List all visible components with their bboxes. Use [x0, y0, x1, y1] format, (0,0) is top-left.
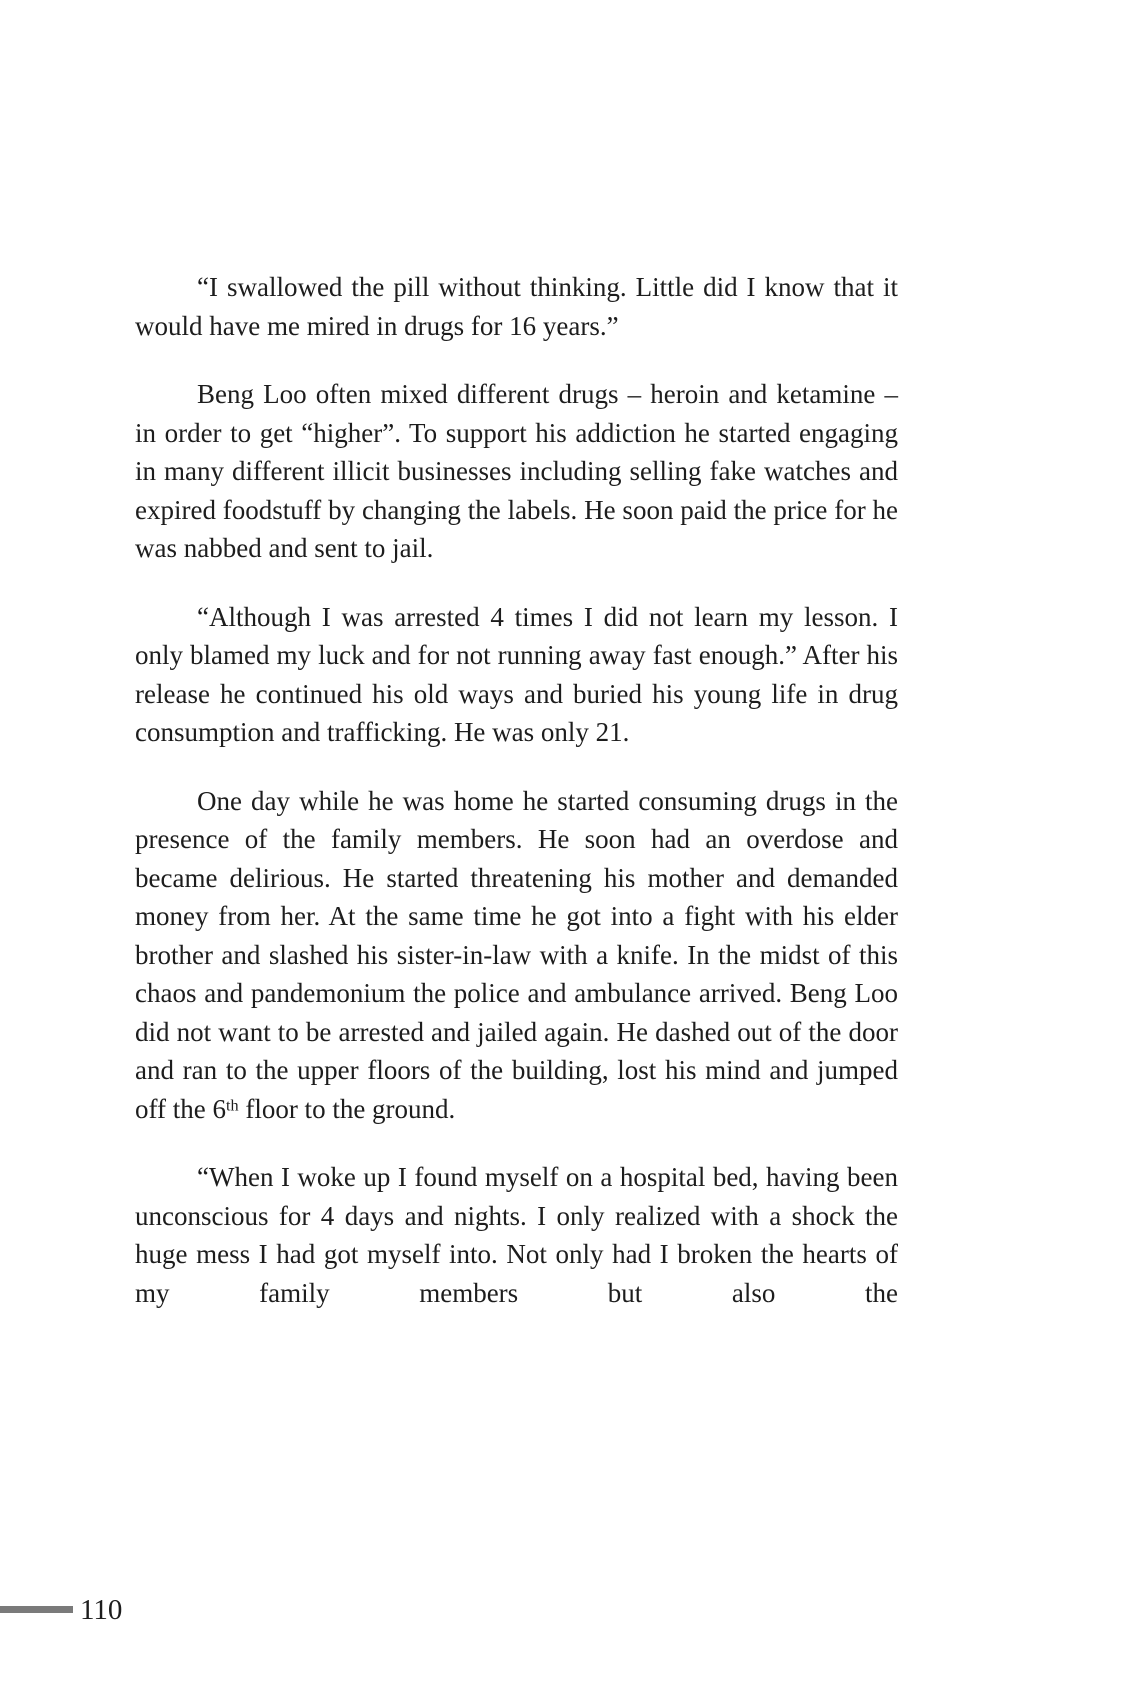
paragraph-text: “I swallowed the pill without thinking. Little did I know that it would have me mired in drugs for 16 years.”: [135, 272, 898, 341]
paragraph: [135, 375, 898, 568]
paragraph-text: Beng Loo often mixed different drugs – heroin and ketamine – in order to get “higher”. To support his addiction he started engaging in many different illicit businesses including selling fake watches and expired foodstuff by changing the labels. He soon paid the price for he was nabbed and sent to jail.: [135, 379, 898, 563]
page-body: [135, 268, 898, 1342]
paragraph-text: One day while he was home he started consuming drugs in the presence of the family members. He soon had an overdose and became delirious. He started threatening his mother and demanded money from her. At the same time he got into a fight with his elder brother and slashed his sister-in-law with a knife. In the midst of this chaos and pandemonium the police and ambulance arrived. Beng Loo did not want to be arrested and jailed again. He dashed out of the door and ran to the upper floors of the building, lost his mind and jumped off the 6: [135, 785, 898, 1124]
superscript-text: th: [225, 1096, 239, 1115]
paragraph-text: “Although I was arrested 4 times I did not learn my lesson. I only blamed my luck and for not running away fast enough.” After his release he continued his old ways and buried his young life in drug consumption and trafficking. He was only 21.: [135, 601, 898, 747]
footer-rule: [0, 1606, 73, 1613]
page-number: 110: [80, 1594, 123, 1626]
paragraph: [135, 782, 898, 1129]
paragraph: [135, 1158, 898, 1312]
paragraph-text: “When I woke up I found myself on a hospital bed, having been unconscious for 4 days and nights. I only realized with a shock the huge mess I had got myself into. Not only had I broken the hearts of my family members but also the: [135, 1162, 898, 1308]
paragraph: [135, 268, 898, 345]
paragraph: [135, 598, 898, 752]
paragraph-text: floor to the ground.: [238, 1093, 456, 1124]
